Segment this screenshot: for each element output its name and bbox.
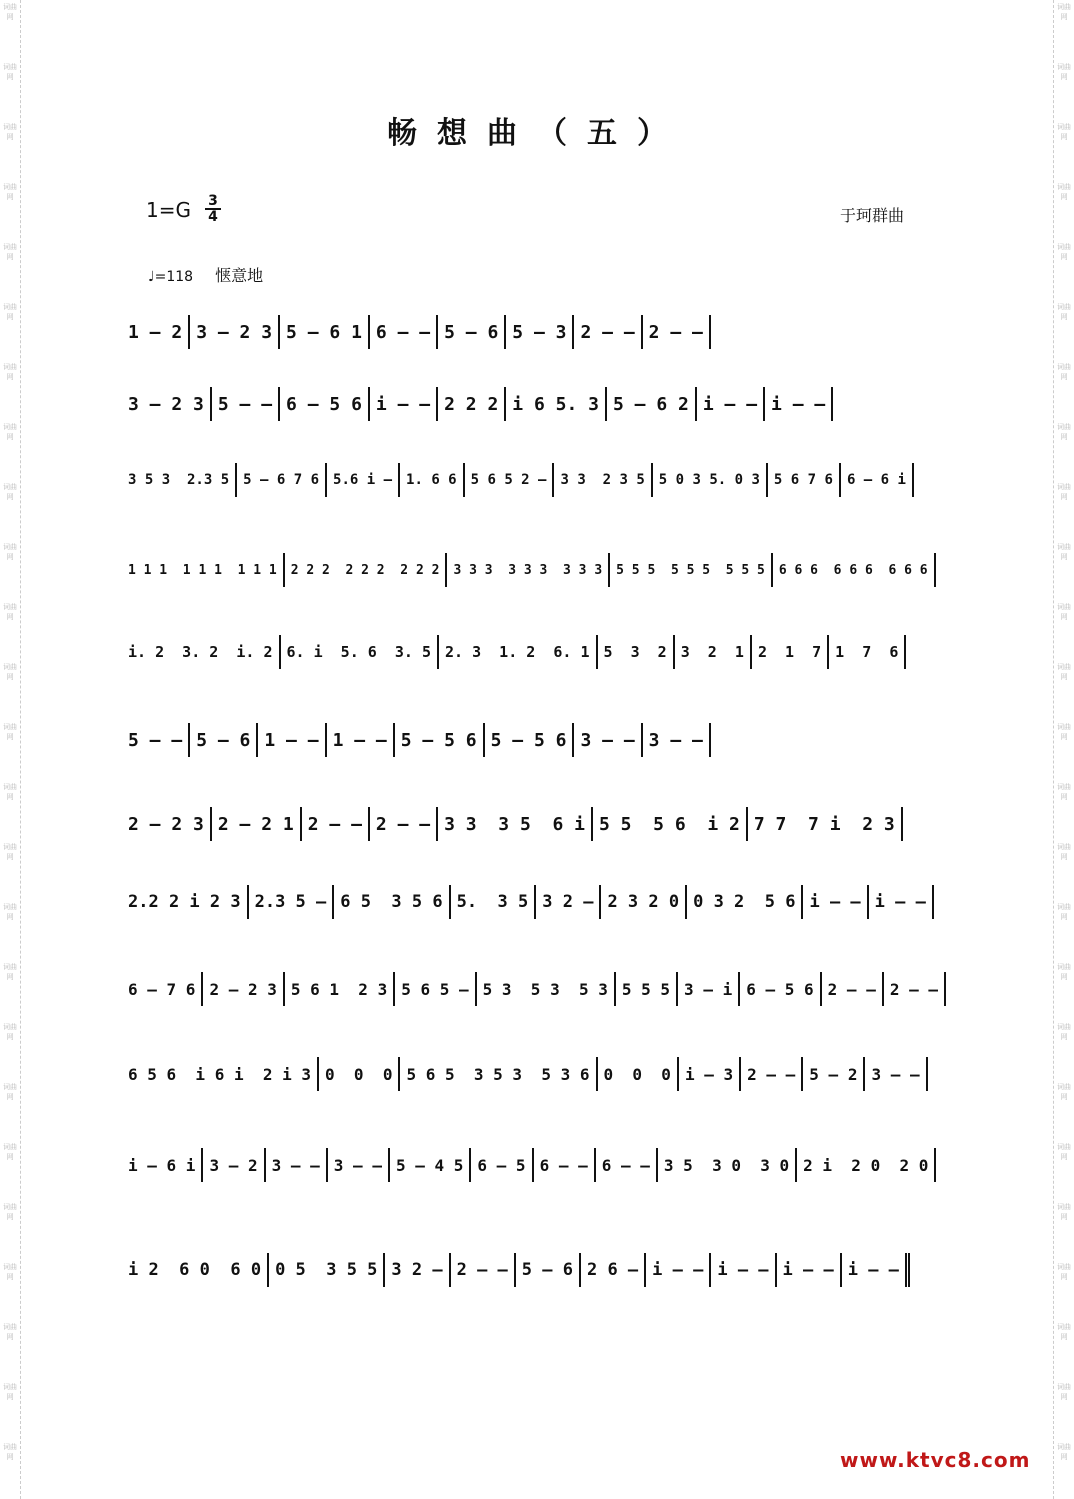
side-watermark-text: 词曲网: [1057, 3, 1071, 21]
measure: i – –: [869, 885, 934, 919]
measure: 6 – 6 i: [841, 463, 914, 497]
measure: i – –: [711, 1253, 776, 1287]
measure: 5 – 4 5: [390, 1148, 471, 1182]
measure: 3 – –: [266, 1148, 328, 1182]
score-line: [128, 553, 946, 587]
measure: 1. 6 6: [400, 463, 465, 497]
side-watermark-text: 词曲网: [1057, 1023, 1071, 1041]
measure: 3 5 3 0 3 0: [658, 1148, 797, 1182]
measure: 6 – 5: [471, 1148, 533, 1182]
measure: i – –: [842, 1253, 910, 1287]
measure: 3 – 2 3: [128, 387, 212, 421]
measure: 2 i 2 0 2 0: [797, 1148, 936, 1182]
measure: 5 6 5 3 5 3 5 3 6: [400, 1057, 597, 1091]
measure: 1 – 2: [128, 315, 190, 349]
measure: i 6 5. 3: [506, 387, 607, 421]
measure: i – –: [777, 1253, 842, 1287]
side-watermark-text: 词曲网: [1057, 903, 1071, 921]
measure: 5 – 5 6: [395, 723, 485, 757]
measure: i – –: [765, 387, 833, 421]
measure: 6 – 7 6: [128, 972, 203, 1006]
measure: 3 3 3 3 3 3 3 3 3: [447, 553, 610, 587]
measure: 3 – –: [328, 1148, 390, 1182]
measure: 2 3 2 0: [601, 885, 687, 919]
side-watermark-text: 词曲网: [3, 123, 17, 141]
measure: 2. 3 1. 2 6. 1: [439, 635, 598, 669]
side-watermark-text: 词曲网: [3, 483, 17, 501]
side-watermark-text: 词曲网: [3, 1023, 17, 1041]
score-title: 畅想曲（五）: [387, 116, 687, 151]
side-watermark-text: 词曲网: [1057, 183, 1071, 201]
measure: i – –: [697, 387, 765, 421]
score-line: [128, 807, 946, 841]
side-watermark-text: 词曲网: [3, 1203, 17, 1221]
side-watermark-text: 词曲网: [1057, 243, 1071, 261]
side-watermark-text: 词曲网: [1057, 1263, 1071, 1281]
side-watermark-text: 词曲网: [3, 543, 17, 561]
score-line: [128, 315, 946, 349]
side-watermark-text: 词曲网: [3, 423, 17, 441]
measure: i – 6 i: [128, 1148, 203, 1182]
side-watermark-text: 词曲网: [3, 183, 17, 201]
measure: 5 – 6 7 6: [237, 463, 327, 497]
measure: i – –: [803, 885, 868, 919]
measure: 2 – –: [643, 315, 711, 349]
time-signature-denominator: 4: [208, 209, 218, 225]
side-watermark-text: 词曲网: [1057, 483, 1071, 501]
measure: 6 – 5 6: [740, 972, 821, 1006]
measure: 3 – i: [678, 972, 740, 1006]
side-watermark-text: 词曲网: [1057, 303, 1071, 321]
measure: 5. 3 5: [451, 885, 537, 919]
score-line: [128, 972, 946, 1006]
score-line: [128, 1057, 946, 1091]
measure: 3 2 –: [536, 885, 601, 919]
side-watermark-text: 词曲网: [3, 843, 17, 861]
measure: 3 2 1: [675, 635, 752, 669]
measure: 1 1 1 1 1 1 1 1 1: [128, 553, 285, 587]
side-watermark-text: 词曲网: [1057, 663, 1071, 681]
measure: 7 7 7 i 2 3: [748, 807, 903, 841]
side-watermark-text: 词曲网: [1057, 1203, 1071, 1221]
measure: 5 – 6 2: [607, 387, 697, 421]
measure: 6 – 5 6: [280, 387, 370, 421]
score-line: [128, 1148, 946, 1182]
side-watermark-text: 词曲网: [3, 303, 17, 321]
side-watermark-text: 词曲网: [1057, 1083, 1071, 1101]
measure: 6. i 5. 6 3. 5: [281, 635, 440, 669]
side-watermark-text: 词曲网: [3, 363, 17, 381]
side-watermark-text: 词曲网: [1057, 1383, 1071, 1401]
side-watermark-text: 词曲网: [1057, 723, 1071, 741]
side-watermark-text: 词曲网: [3, 63, 17, 81]
measure: 3 3 2 3 5: [554, 463, 652, 497]
measure: 5 – –: [212, 387, 280, 421]
side-watermark-text: 词曲网: [1057, 963, 1071, 981]
measure: 6 – –: [596, 1148, 658, 1182]
side-watermark-text: 词曲网: [1057, 1443, 1071, 1461]
measure: 3 2 –: [385, 1253, 450, 1287]
score-line: [128, 635, 946, 669]
measure: 0 0 0: [319, 1057, 400, 1091]
measure: 5.6 i –: [327, 463, 400, 497]
measure: 6 5 6 i 6 i 2 i 3: [128, 1057, 319, 1091]
measure: 5 3 5 3 5 3: [477, 972, 616, 1006]
measure: 3 5 3 2.3 5: [128, 463, 237, 497]
side-watermark-text: 词曲网: [1057, 363, 1071, 381]
measure: i 2 6 0 6 0: [128, 1253, 269, 1287]
side-watermark-text: 词曲网: [3, 1143, 17, 1161]
side-watermark-text: 词曲网: [3, 663, 17, 681]
side-watermark-text: 词曲网: [3, 1383, 17, 1401]
side-watermark-text: 词曲网: [1057, 543, 1071, 561]
score-line: [128, 885, 946, 919]
left-watermark-strip: [0, 0, 21, 1499]
side-watermark-text: 词曲网: [3, 903, 17, 921]
side-watermark-text: 词曲网: [3, 963, 17, 981]
side-watermark-text: 词曲网: [1057, 423, 1071, 441]
measure: 5 3 2: [598, 635, 675, 669]
side-watermark-text: 词曲网: [3, 1323, 17, 1341]
measure: 5 – 2: [803, 1057, 865, 1091]
composer: 于珂群曲: [840, 206, 905, 225]
measure: 2 – –: [741, 1057, 803, 1091]
score-line: [128, 387, 946, 421]
tempo-marking: ♩=118: [148, 269, 194, 285]
side-watermark-text: 词曲网: [3, 1263, 17, 1281]
side-watermark-text: 词曲网: [3, 783, 17, 801]
measure: 5 6 1 2 3: [285, 972, 395, 1006]
measure: 5 6 7 6: [768, 463, 841, 497]
side-watermark-text: 词曲网: [1057, 783, 1071, 801]
side-watermark-text: 词曲网: [3, 1443, 17, 1461]
measure: 5 – 6: [190, 723, 258, 757]
side-watermark-text: 词曲网: [1057, 1323, 1071, 1341]
measure: 2 – –: [884, 972, 946, 1006]
measure: 2 2 2: [438, 387, 506, 421]
time-signature-numerator: 3: [205, 194, 221, 210]
side-watermark-text: 词曲网: [1057, 63, 1071, 81]
measure: 2 – –: [822, 972, 884, 1006]
side-watermark-text: 词曲网: [3, 723, 17, 741]
measure: 3 – –: [574, 723, 642, 757]
measure: 5 – –: [128, 723, 190, 757]
measure: 3 3 3 5 6 i: [438, 807, 593, 841]
measure: 1 7 6: [829, 635, 906, 669]
side-watermark-text: 词曲网: [3, 603, 17, 621]
measure: 3 – –: [643, 723, 711, 757]
measure: 2 6 –: [581, 1253, 646, 1287]
measure: 2 2 2 2 2 2 2 2 2: [285, 553, 448, 587]
measure: 5 – 6 1: [280, 315, 370, 349]
tempo-line: [148, 263, 263, 286]
measure: 6 – –: [534, 1148, 596, 1182]
side-watermark-text: 词曲网: [3, 1083, 17, 1101]
measure: 1 – –: [258, 723, 326, 757]
score-line: [128, 1253, 946, 1287]
right-watermark-strip: [1053, 0, 1074, 1499]
score-line: [128, 723, 946, 757]
measure: 6 – –: [370, 315, 438, 349]
measure: 2 – –: [302, 807, 370, 841]
side-watermark-text: 词曲网: [1057, 843, 1071, 861]
measure: 5 – 3: [506, 315, 574, 349]
measure: 2 – –: [574, 315, 642, 349]
measure: 5 – 6: [516, 1253, 581, 1287]
measure: i – –: [646, 1253, 711, 1287]
measure: 1 – –: [327, 723, 395, 757]
measure: 0 3 2 5 6: [687, 885, 803, 919]
side-watermark-text: 词曲网: [1057, 123, 1071, 141]
side-watermark-text: 词曲网: [3, 3, 17, 21]
measure: 3 – –: [865, 1057, 927, 1091]
measure: 2.3 5 –: [249, 885, 335, 919]
measure: 5 5 5 5 5 5 5 5 5: [610, 553, 773, 587]
measure: 2 – 2 3: [203, 972, 284, 1006]
time-signature: [205, 194, 221, 224]
measure: i. 2 3. 2 i. 2: [128, 635, 281, 669]
measure: i – –: [370, 387, 438, 421]
measure: 0 5 3 5 5: [269, 1253, 385, 1287]
measure: 2 – 2 1: [212, 807, 302, 841]
measure: 2 – –: [370, 807, 438, 841]
measure: 3 – 2 3: [190, 315, 280, 349]
side-watermark-text: 词曲网: [1057, 603, 1071, 621]
measure: 6 6 6 6 6 6 6 6 6: [773, 553, 936, 587]
measure: 2 – –: [451, 1253, 516, 1287]
measure: 6 5 3 5 6: [334, 885, 450, 919]
measure: 5 5 5: [616, 972, 678, 1006]
measure: 2 – 2 3: [128, 807, 212, 841]
score-line: [128, 463, 946, 497]
measure: 2 1 7: [752, 635, 829, 669]
measure: 0 0 0: [598, 1057, 679, 1091]
side-watermark-text: 词曲网: [3, 243, 17, 261]
measure: 2.2 2 i 2 3: [128, 885, 249, 919]
measure: 5 6 5 2 –: [465, 463, 555, 497]
measure: 3 – 2: [203, 1148, 265, 1182]
measure: 5 5 5 6 i 2: [593, 807, 748, 841]
measure: 5 6 5 –: [395, 972, 476, 1006]
site-watermark: www.ktvc8.com: [840, 1448, 1031, 1472]
measure: 5 0 3 5. 0 3: [653, 463, 768, 497]
expression-marking: 惬意地: [215, 266, 264, 285]
key-signature: 1=G: [146, 198, 191, 222]
measure: 5 – 6: [438, 315, 506, 349]
side-watermark-text: 词曲网: [1057, 1143, 1071, 1161]
measure: i – 3: [679, 1057, 741, 1091]
measure: 5 – 5 6: [485, 723, 575, 757]
